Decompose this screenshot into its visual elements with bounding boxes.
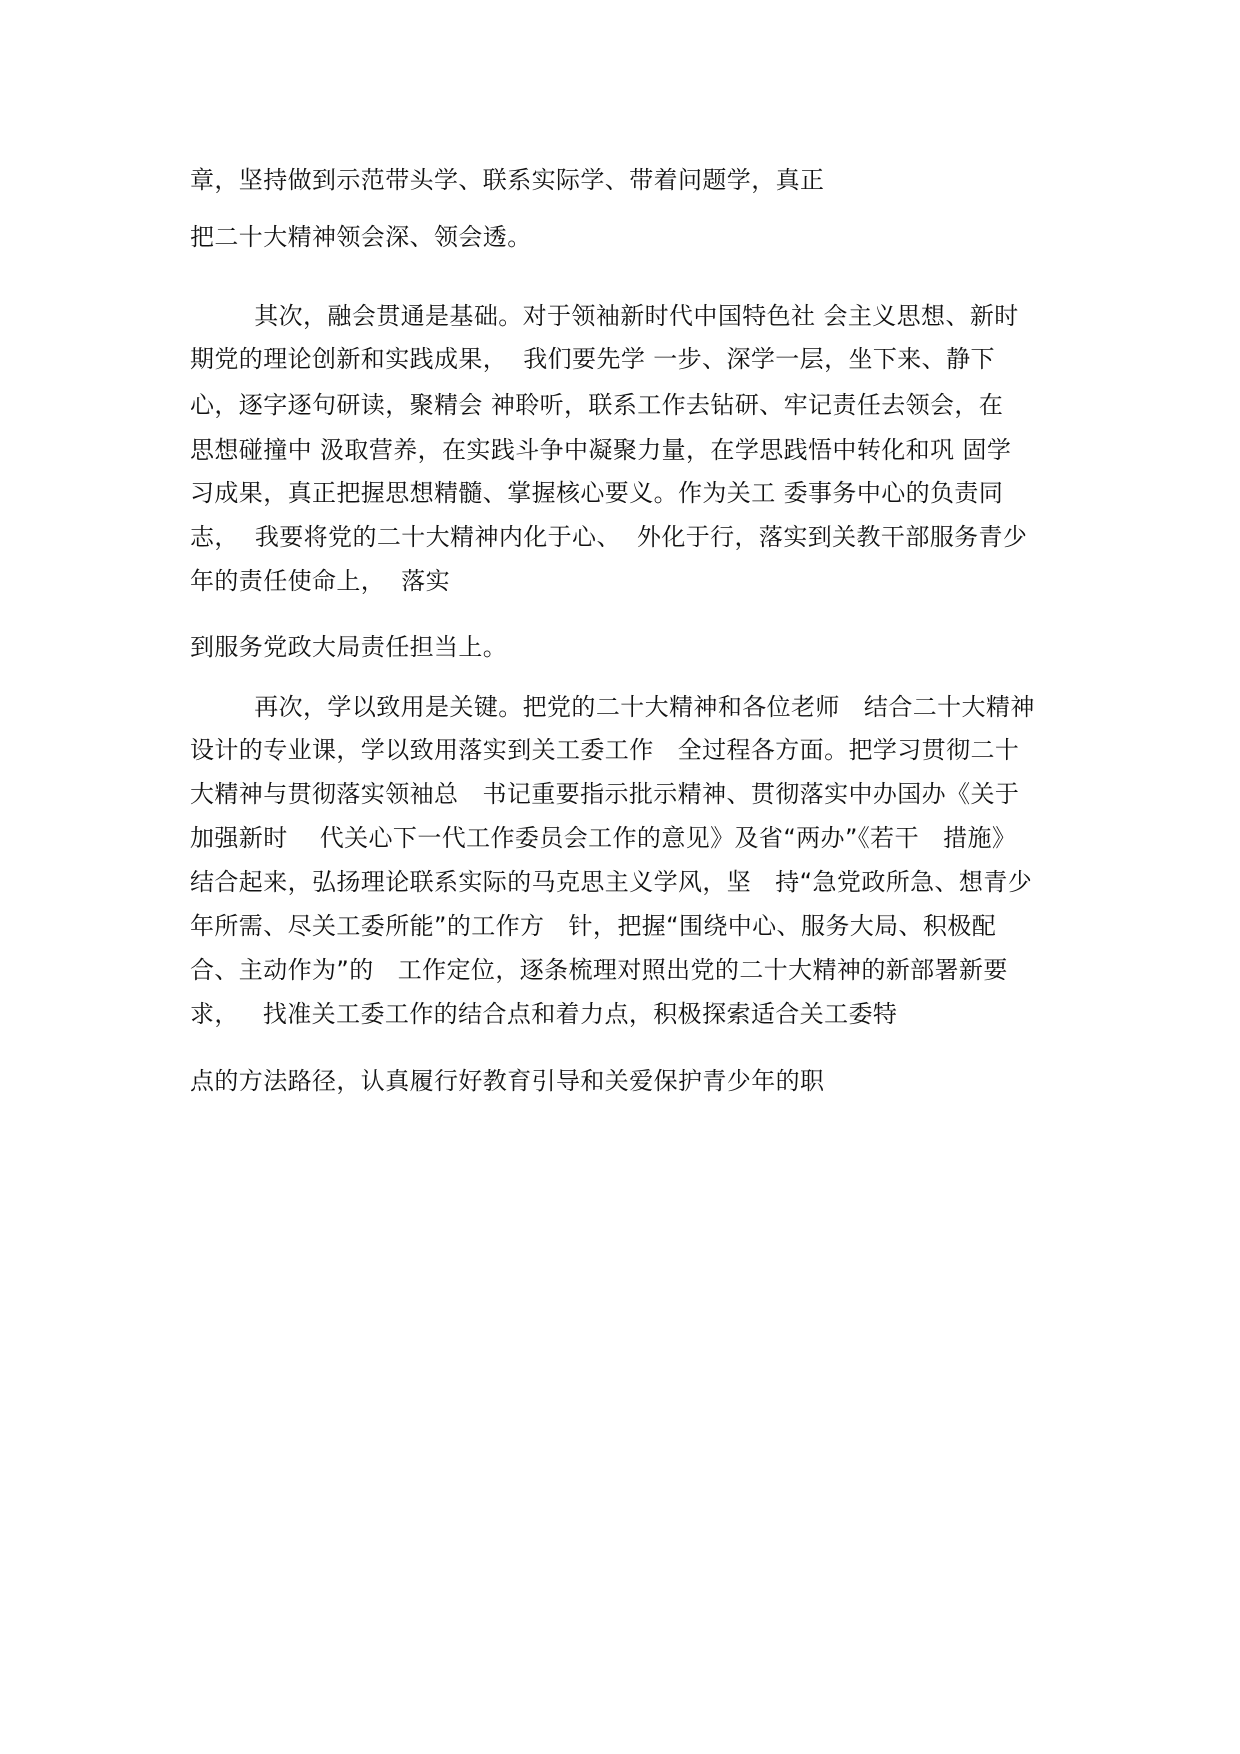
text-line: 年所需、尽关工委所能”的工作方 针，把握“围绕中心、服务大局、积极配 [190,912,997,940]
text-line: 加强新时 代关心下一代工作委员会工作的意见》及省“两办”《若干 措施》 [190,824,1017,852]
text-line: 合、主动作为”的 工作定位，逐条梳理对照出党的二十大精神的新部署新要 [190,956,1008,984]
text-line: 章，坚持做到示范带头学、联系实际学、带着问题学，真正 [190,166,825,194]
text-line: 到服务党政大局责任担当上。 [190,633,508,661]
text-line: 期党的理论创新和实践成果， 我们要先学 一步、深学一层，坐下来、静下 [190,345,995,373]
text-line: 其次，融会贯通是基础。对于领袖新时代中国特色社 会主义思想、新时 [190,302,1019,330]
text-line: 设计的专业课，学以致用落实到关工委工作 全过程各方面。把学习贯彻二十 [190,736,1020,764]
text-line: 年的责任使命上， 落实 [190,567,451,595]
text-line: 再次，学以致用是关键。把党的二十大精神和各位老师 结合二十大精神 [190,693,1035,721]
text-line: 心，逐字逐句研读，聚精会 神聆听，联系工作去钻研、牢记责任去领会，在 [190,391,1004,419]
text-line: 把二十大精神领会深、领会透。 [190,223,532,251]
text-line: 求， 找准关工委工作的结合点和着力点，积极探索适合关工委特 [190,1000,898,1028]
text-line: 大精神与贯彻落实领袖总 书记重要指示批示精神、贯彻落实中办国办《关于 [190,780,1020,808]
text-line: 点的方法路径，认真履行好教育引导和关爱保护青少年的职 [190,1067,825,1095]
text-line: 结合起来，弘扬理论联系实际的马克思主义学风，坚 持“急党政所急、想青少 [190,868,1033,896]
text-line: 志， 我要将党的二十大精神内化于心、 外化于行，落实到关教干部服务青少 [190,523,1028,551]
text-line: 习成果，真正把握思想精髓、掌握核心要义。作为关工 委事务中心的负责同 [190,479,1004,507]
text-line: 思想碰撞中 汲取营养，在实践斗争中凝聚力量，在学思践悟中转化和巩 固学 [190,436,1012,464]
